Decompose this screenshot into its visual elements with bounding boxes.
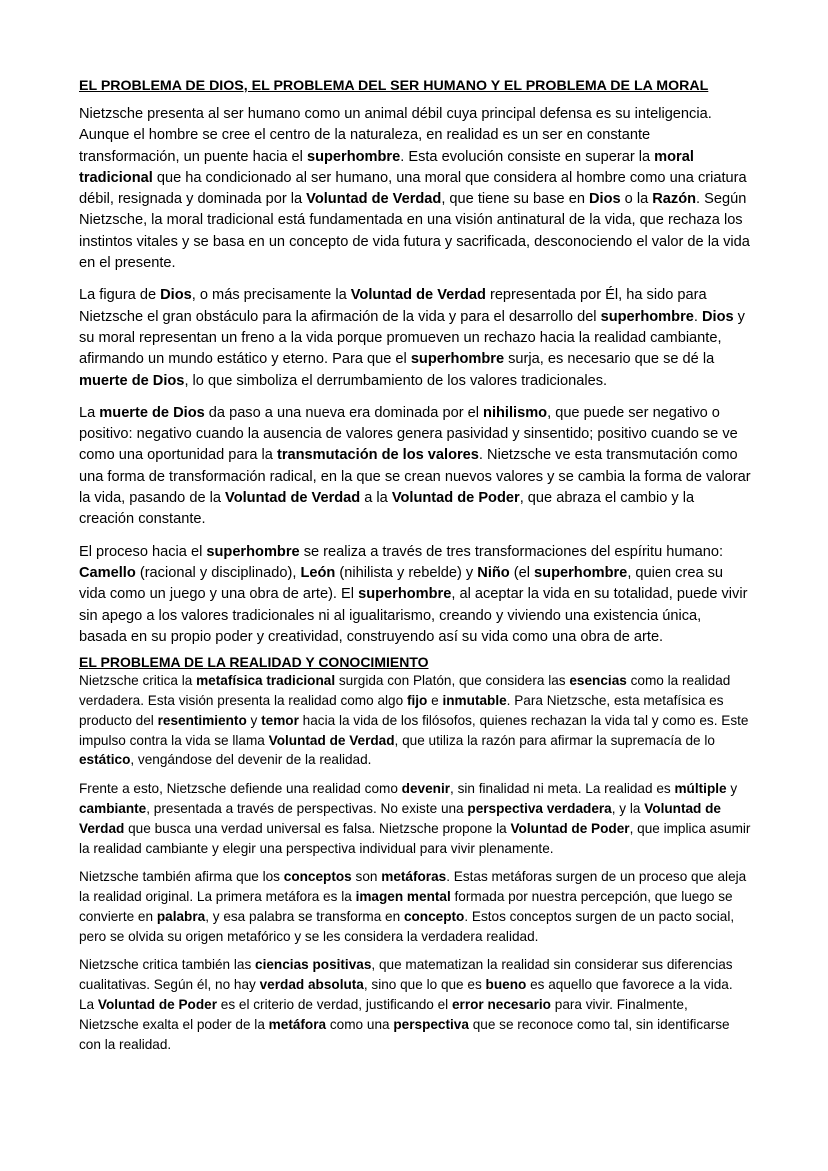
bold-term: Voluntad de Poder	[97, 997, 217, 1013]
text-run: El proceso hacia el	[79, 543, 207, 560]
text-run: son	[351, 869, 382, 885]
section-title: EL PROBLEMA DE LA REALIDAD Y CONOCIMIENTO	[79, 654, 429, 671]
bold-term: bueno	[485, 977, 527, 993]
bold-term: ciencias positivas	[255, 957, 372, 973]
paragraph	[79, 285, 751, 391]
text-run: Nietzsche presenta al ser humano como un animal débil cuya principal defensa es su inteligencia. Aunque el hombre se cree el centro de la naturaleza, en realidad es un ser en constante transformación, un puente hacia el	[79, 106, 712, 165]
bold-term: error necesario	[451, 997, 551, 1013]
bold-term: superhombre	[600, 308, 694, 325]
bold-term: Voluntad de Verdad	[79, 800, 721, 836]
paragraph	[79, 104, 751, 274]
text-run: , que matematizan la realidad sin considerar sus diferencias cualitativas. Según él, no hay	[79, 957, 733, 993]
bold-term: Voluntad de Verdad	[225, 490, 361, 507]
text-run: es aquello que favorece a la vida. La	[79, 977, 733, 1013]
bold-term: temor	[261, 712, 299, 728]
paragraph	[79, 779, 751, 858]
text-run: formada por nuestra percepción, que luego se convierte en	[79, 889, 733, 924]
bold-term: esencias	[569, 673, 627, 689]
bold-term: superhombre	[306, 148, 401, 165]
text-run: , o más precisamente la	[191, 287, 351, 304]
text-run: hacia la vida de los filósofos, quienes rechazan la vida tal y como es. Este impulso contra la vida se llama	[79, 712, 749, 748]
bold-term: concepto	[403, 908, 465, 924]
bold-term: cambiante	[79, 800, 147, 816]
text-run: , sin finalidad ni meta. La realidad es	[450, 781, 675, 797]
text-run: , que abraza el cambio y la creación constante.	[79, 490, 695, 528]
text-run: , y la	[611, 800, 645, 816]
bold-term: Dios	[160, 287, 192, 304]
bold-term: muerte de Dios	[99, 404, 205, 421]
text-run: , sino que lo que es	[363, 977, 486, 993]
bold-term: Dios	[589, 191, 621, 208]
text-run: (racional y disciplinado),	[135, 564, 301, 581]
text-run: y	[726, 781, 738, 797]
text-run: .	[693, 308, 702, 325]
paragraph	[79, 955, 751, 1054]
bold-term: verdad absoluta	[259, 977, 364, 993]
text-run: surgida con Platón, que considera las	[335, 673, 570, 689]
text-run: , que tiene su base en	[441, 191, 589, 208]
bold-term: Camello	[79, 564, 136, 581]
text-run: representada por Él, ha sido para Nietzsche el gran obstáculo para la afirmación de la vida y para el desarrollo del	[79, 287, 707, 325]
text-run: , y esa palabra se transforma en	[205, 908, 404, 924]
bold-term: metafísica tradicional	[196, 673, 336, 689]
text-run: para vivir. Finalmente, Nietzsche exalta el poder de la	[79, 997, 688, 1032]
bold-term: superhombre	[410, 351, 505, 368]
bold-term: nihilismo	[483, 404, 548, 421]
bold-term: superhombre	[206, 543, 300, 560]
text-run: y	[246, 712, 262, 728]
text-run: . Estas metáforas surgen de un proceso que aleja la realidad original. La primera metáfora es la	[79, 869, 747, 905]
bold-term: Razón	[652, 191, 697, 208]
bold-term: conceptos	[283, 869, 352, 885]
text-run: , que implica asumir la realidad cambiante y elegir una perspectiva individual para vivir plenamente.	[79, 820, 751, 856]
text-run: que busca una verdad universal es falsa. Nietzsche propone la	[124, 820, 511, 836]
text-run: , vengándose del devenir de la realidad.	[130, 752, 372, 768]
text-run: o la	[620, 191, 653, 208]
bold-term: León	[300, 564, 336, 581]
text-run: , lo que simboliza el derrumbamiento de los valores tradicionales.	[184, 372, 608, 389]
text-run: (el	[509, 564, 535, 581]
bold-term: Niño	[477, 564, 510, 581]
bold-term: devenir	[401, 781, 451, 797]
section-dios-hombre-moral	[79, 78, 751, 648]
text-run: . Estos conceptos surgen de un pacto social, pero se olvida su origen metafórico y se les considera la verdadera realidad.	[79, 908, 735, 944]
bold-term: Voluntad de Verdad	[268, 732, 395, 748]
bold-term: perspectiva	[393, 1016, 469, 1032]
text-run: , presentada a través de perspectivas. No existe una	[146, 800, 468, 816]
text-run: , que puede ser negativo o positivo: negativo cuando la ausencia de valores genera pasividad y sinsentido; positivo cuando se ve como una oportunidad para la	[79, 404, 738, 464]
bold-term: muerte de Dios	[79, 372, 185, 389]
text-run: como la realidad verdadera. Esta visión presenta la realidad como algo	[79, 673, 731, 708]
text-run: Nietzsche critica también las	[79, 957, 256, 973]
text-run: Nietzsche también afirma que los	[79, 869, 284, 885]
text-run: y su moral representan un freno a la vida porque promueven un rechazo hacia la realidad cambiante, afirmando un mundo estático y eterno. Para que el	[79, 308, 745, 368]
text-run: La figura de	[79, 287, 161, 304]
paragraph	[79, 542, 751, 648]
text-run: Frente a esto, Nietzsche defiende una realidad como	[79, 781, 402, 797]
text-run: a la	[360, 490, 392, 507]
text-run: es el criterio de verdad, justificando el	[216, 997, 452, 1013]
bold-term: palabra	[156, 908, 206, 924]
text-run: (nihilista y rebelde) y	[335, 564, 478, 581]
text-run: , quien crea su vida como un juego y una obra de arte). El	[79, 564, 724, 603]
bold-term: superhombre	[534, 564, 628, 581]
text-run: . Esta evolución consiste en superar la	[400, 148, 655, 165]
text-run: , que utiliza la razón para afirmar la supremacía de lo	[394, 732, 715, 748]
text-run: e	[427, 692, 443, 708]
text-run: surja, es necesario que se dé la	[504, 351, 715, 368]
text-run: como una	[326, 1016, 394, 1032]
text-run: que se reconoce como tal, sin identificarse con la realidad.	[79, 1016, 730, 1052]
bold-term: Voluntad de Poder	[391, 490, 520, 507]
paragraph	[79, 671, 751, 770]
text-run: . Según Nietzsche, la moral tradicional está fundamentada en una visión antinatural de la vida, que rechaza los instintos vitales y se basa en un concepto de vida futura y sacrificada, desconociendo el valor de la vida en el presente.	[79, 191, 750, 272]
text-run: se realiza a través de tres transformaciones del espíritu humano:	[299, 543, 724, 560]
bold-term: múltiple	[674, 781, 727, 797]
bold-term: estático	[79, 752, 131, 768]
bold-term: moral tradicional	[79, 148, 694, 186]
section-title: EL PROBLEMA DE DIOS, EL PROBLEMA DEL SER HUMANO Y EL PROBLEMA DE LA MORAL	[79, 78, 709, 94]
bold-term: metáforas	[381, 869, 447, 885]
bold-term: Voluntad de Poder	[510, 820, 630, 836]
bold-term: fijo	[406, 692, 428, 708]
bold-term: transmutación de los valores	[276, 447, 479, 464]
section-realidad-conocimiento	[79, 654, 751, 1054]
bold-term: perspectiva verdadera	[467, 800, 612, 816]
paragraph	[79, 867, 751, 946]
bold-term: metáfora	[268, 1016, 327, 1032]
document-page	[79, 78, 751, 1063]
bold-term: Dios	[701, 308, 734, 325]
text-run: La	[79, 404, 100, 421]
text-run: . Nietzsche ve esta transmutación como una forma de transformación radical, en la que se crean nuevos valores y se cambia la forma de valorar la vida, pasando de la	[79, 447, 751, 507]
bold-term: Voluntad de Verdad	[306, 191, 442, 208]
text-run: que ha condicionado al ser humano, una moral que considera al hombre como una criatura débil, resignada y dominada por la	[79, 169, 747, 208]
bold-term: inmutable	[442, 692, 507, 708]
text-run: , al aceptar la vida en su totalidad, puede vivir sin apego a los valores tradicionales ni al igualitarismo, creando y viviendo una existencia única, basada en su propio poder y creatividad, construyendo así su vida como una obra de arte.	[79, 586, 748, 645]
bold-term: imagen mental	[355, 889, 451, 905]
bold-term: Voluntad de Verdad	[350, 287, 486, 304]
paragraph	[79, 403, 751, 531]
text-run: da paso a una nueva era dominada por el	[204, 404, 484, 421]
text-run: . Para Nietzsche, esta metafísica es producto del	[79, 692, 724, 728]
bold-term: resentimiento	[157, 712, 247, 728]
bold-term: superhombre	[358, 586, 452, 603]
text-run: Nietzsche critica la	[79, 673, 197, 689]
